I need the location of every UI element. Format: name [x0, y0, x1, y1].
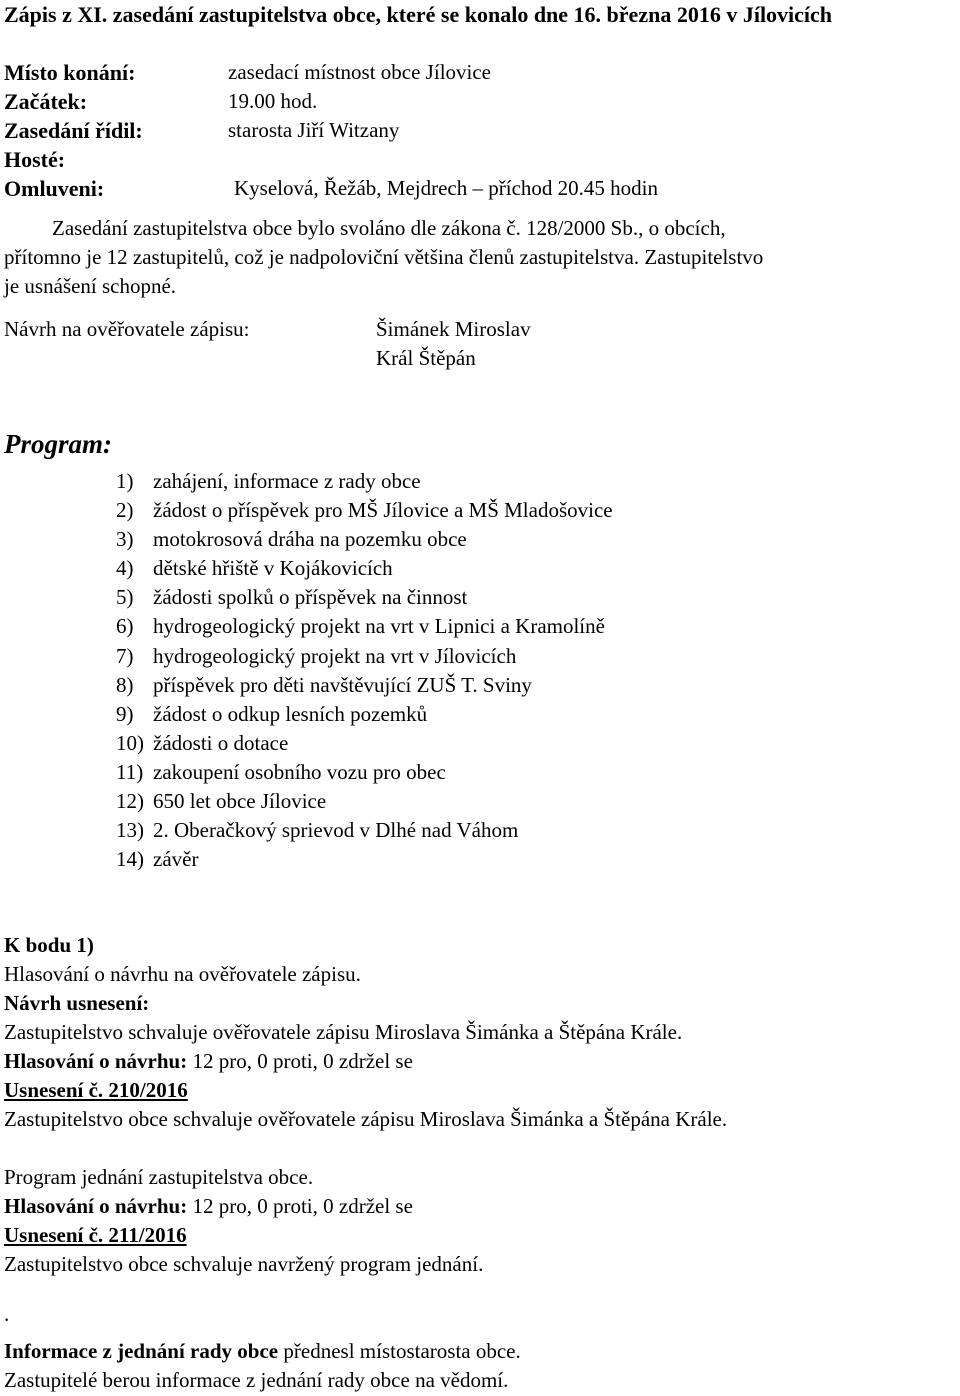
verifier-name-2: Král Štěpán	[376, 346, 476, 370]
resolution-211-text: Zastupitelstvo obce schvaluje navržený program jednání.	[4, 1252, 484, 1276]
program-item-text: žádosti o dotace	[153, 730, 289, 755]
program-item-number: 5)	[116, 585, 134, 610]
program-item	[116, 700, 613, 729]
program-list	[116, 467, 613, 874]
place-value: zasedací místnost obce Jílovice	[228, 60, 492, 84]
stray-dot: .	[4, 1302, 10, 1326]
program-item-text: zahájení, informace z rady obce	[153, 469, 421, 493]
start-value: 19.00 hod.	[228, 89, 318, 113]
program-item-text: závěr	[153, 847, 199, 872]
program-item-number: 10)	[116, 730, 144, 755]
resolution-210-label: Usnesení č. 210/2016	[4, 1078, 188, 1102]
program-item-number: 11)	[116, 759, 144, 784]
resolution-210-text: Zastupitelstvo obce schvaluje ověřovatele zápisu Miroslava Šimánka a Štěpána Krále.	[4, 1107, 728, 1131]
program-item-text: příspěvek pro děti navštěvující ZUŠ T. Sviny	[153, 672, 532, 697]
program-item	[116, 816, 613, 845]
start-label: Začátek:	[4, 89, 88, 114]
resolution-211-label: Usnesení č. 211/2016	[4, 1223, 187, 1247]
program-item-number: 4)	[116, 556, 134, 581]
info-bold: Informace z jednání rady obce	[4, 1339, 279, 1363]
program-item	[116, 671, 613, 700]
info-line-1	[4, 1337, 521, 1366]
program-item	[116, 554, 613, 583]
program-item	[116, 642, 613, 671]
guests-label: Hosté:	[4, 147, 66, 172]
info-rest: přednesl místostarosta obce.	[278, 1339, 521, 1363]
vote1-intro: Hlasování o návrhu na ověřovatele zápisu.	[4, 962, 361, 986]
vote2-line	[4, 1192, 413, 1221]
program-item-number: 12)	[116, 789, 144, 814]
vote2-result: 12 pro, 0 proti, 0 zdržel se	[187, 1194, 413, 1218]
verifier-name-1: Šimánek Miroslav	[376, 317, 531, 341]
program-item-text: žádost o příspěvek pro MŠ Jílovice a MŠ Mladošovice	[153, 498, 613, 523]
program-item	[116, 496, 613, 525]
place-label: Místo konání:	[4, 60, 136, 85]
vote1-result: 12 pro, 0 proti, 0 zdržel se	[187, 1049, 413, 1073]
program-item-number: 8)	[116, 672, 134, 697]
program-item	[116, 729, 613, 758]
vote-label: Hlasování o návrhu:	[4, 1049, 188, 1073]
vote2-intro: Program jednání zastupitelstva obce.	[4, 1165, 314, 1189]
program-item-number: 6)	[116, 614, 134, 639]
intro-line-1: Zasedání zastupitelstva obce bylo svoláno dle zákona č. 128/2000 Sb., o obcích,	[52, 216, 726, 240]
program-item	[116, 583, 613, 612]
verifiers-label: Návrh na ověřovatele zápisu:	[4, 317, 250, 341]
program-item	[116, 758, 613, 787]
program-item-number: 9)	[116, 701, 134, 726]
program-item-text: zakoupení osobního vozu pro obec	[153, 759, 446, 784]
program-heading: Program:	[4, 429, 112, 459]
program-item-number: 1)	[116, 469, 134, 493]
document-title: Zápis z XI. zasedání zastupitelstva obce, které se konalo dne 16. března 2016 v Jílovicích	[4, 2, 833, 27]
program-item-number: 2)	[116, 498, 134, 523]
proposal-text: Zastupitelstvo schvaluje ověřovatele zápisu Miroslava Šimánka a Štěpána Krále.	[4, 1020, 683, 1044]
info-line-2: Zastupitelé berou informace z jednání rady obce na vědomí.	[4, 1368, 509, 1392]
program-item	[116, 612, 613, 641]
program-item-number: 14)	[116, 847, 144, 872]
intro-line-2: přítomno je 12 zastupitelů, což je nadpoloviční většina členů zastupitelstva. Zastupitelstvo	[4, 245, 764, 269]
program-item-number: 3)	[116, 527, 134, 552]
vote-label-2: Hlasování o návrhu:	[4, 1194, 188, 1218]
program-item-text: 650 let obce Jílovice	[153, 789, 327, 814]
program-item-text: motokrosová dráha na pozemku obce	[153, 527, 467, 552]
program-item-number: 7)	[116, 643, 134, 668]
program-item-text: 2. Oberačkový sprievod v Dlhé nad Váhom	[153, 818, 519, 843]
program-item	[116, 787, 613, 816]
intro-line-3: je usnášení schopné.	[4, 274, 177, 298]
program-item	[116, 845, 613, 874]
program-item-text: žádosti spolků o příspěvek na činnost	[153, 585, 468, 610]
excused-value: Kyselová, Řežáb, Mejdrech – příchod 20.45 hodin	[234, 176, 658, 200]
program-item-text: hydrogeologický projekt na vrt v Jílovicích	[153, 643, 517, 668]
program-item	[116, 525, 613, 554]
excused-label: Omluveni:	[4, 176, 105, 201]
proposal-label: Návrh usnesení:	[4, 991, 150, 1015]
program-item-text: hydrogeologický projekt na vrt v Lipnici a Kramolíně	[153, 614, 605, 639]
program-item	[116, 467, 613, 496]
section-heading: K bodu 1)	[4, 933, 94, 957]
chair-label: Zasedání řídil:	[4, 118, 143, 143]
chair-value: starosta Jiří Witzany	[228, 118, 400, 142]
program-item-text: žádost o odkup lesních pozemků	[153, 701, 428, 726]
program-item-number: 13)	[116, 818, 144, 843]
program-item-text: dětské hřiště v Kojákovicích	[153, 556, 393, 581]
vote1-line	[4, 1047, 413, 1076]
